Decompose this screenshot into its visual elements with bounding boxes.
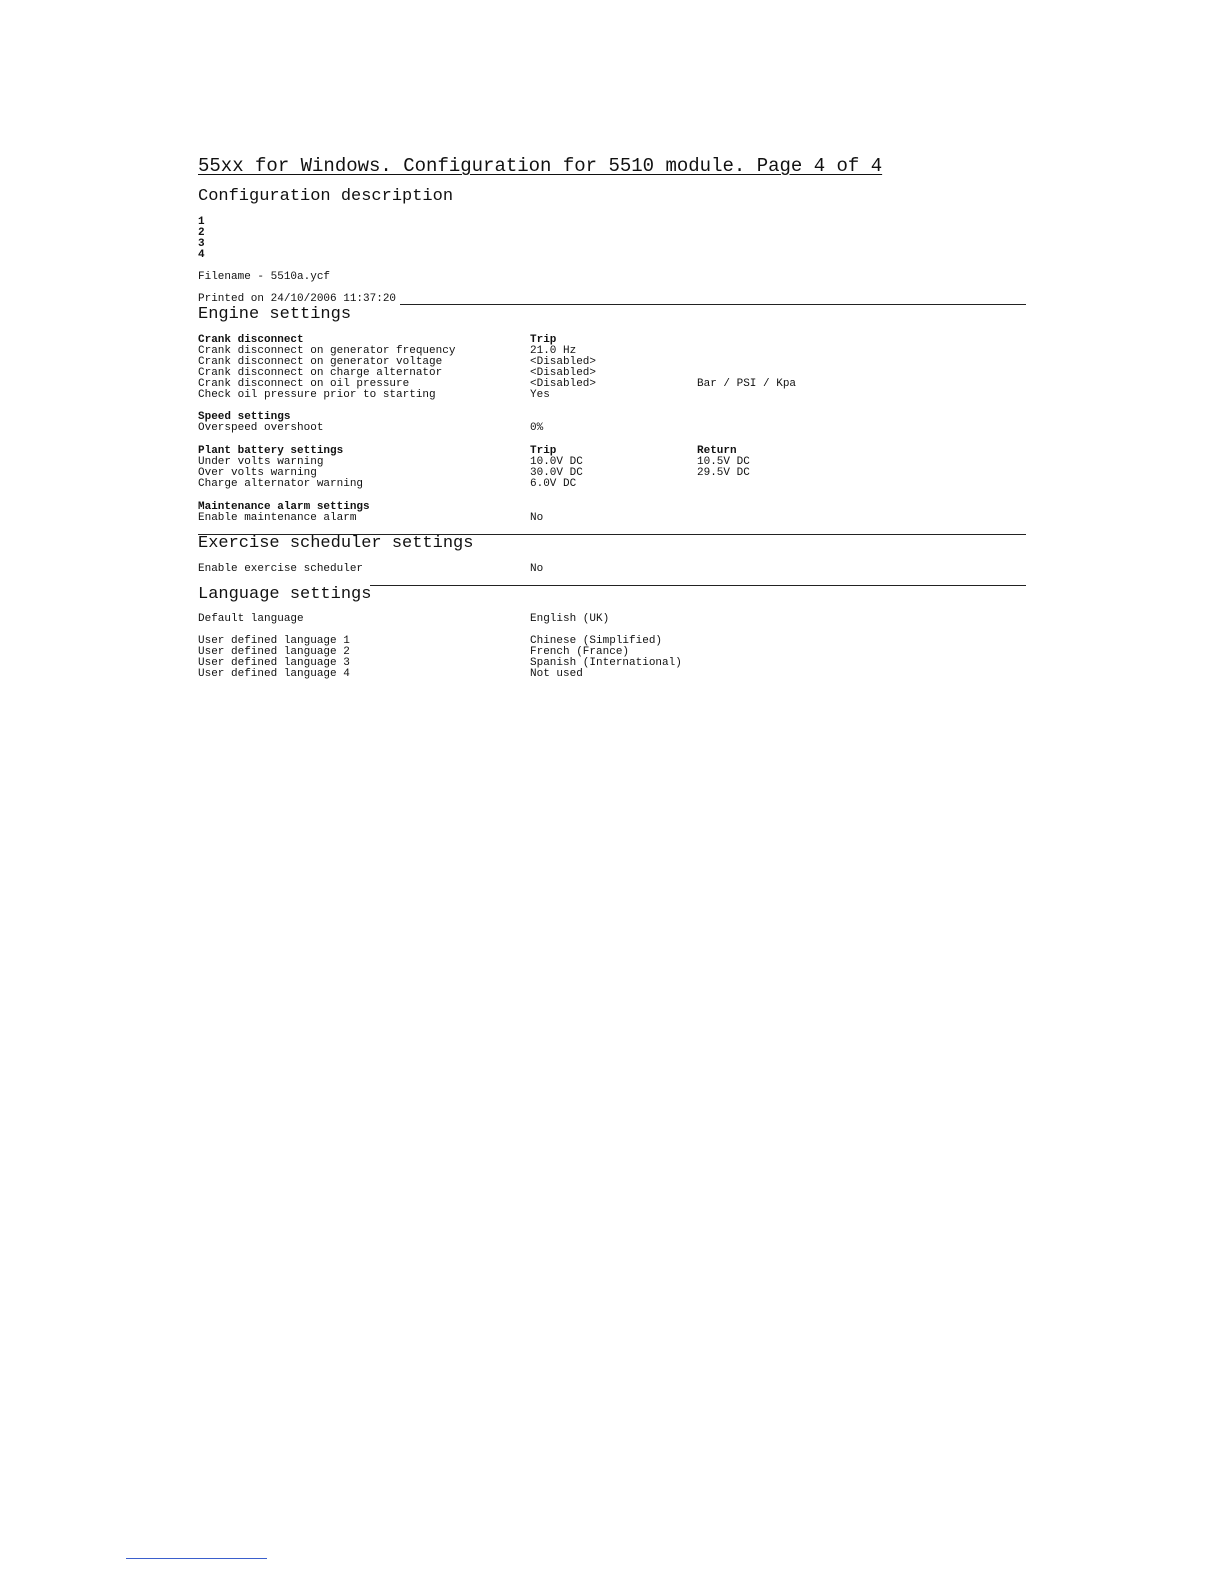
user-language-value: Spanish (International) — [530, 657, 682, 669]
speed-settings-label: Speed settings — [198, 411, 291, 423]
battery-row-return: 29.5V DC — [697, 467, 750, 479]
section-divider — [400, 304, 1026, 305]
speed-row-value: 0% — [530, 422, 544, 434]
user-language-value: Chinese (Simplified) — [530, 635, 663, 647]
engine-settings-heading: Engine settings — [198, 305, 352, 324]
exercise-scheduler-heading: Exercise scheduler settings — [198, 534, 474, 553]
battery-settings-label: Plant battery settings — [198, 445, 344, 457]
maintenance-row-label: Enable maintenance alarm — [198, 512, 357, 524]
default-language-value: English (UK) — [530, 613, 610, 625]
user-language-label: User defined language 2 — [198, 646, 350, 658]
crank-row-label: Crank disconnect on charge alternator — [198, 367, 443, 379]
description-line-4: 4 — [198, 249, 205, 261]
crank-row-label: Crank disconnect on oil pressure — [198, 378, 410, 390]
language-settings-heading: Language settings — [198, 585, 372, 604]
speed-row-label: Overspeed overshoot — [198, 422, 324, 434]
user-language-value: French (France) — [530, 646, 630, 658]
user-language-label: User defined language 1 — [198, 635, 350, 647]
footnote-separator — [126, 1558, 267, 1559]
crank-row-label: Check oil pressure prior to starting — [198, 389, 436, 401]
crank-row-label: Crank disconnect on generator voltage — [198, 356, 443, 368]
printed-date-text: Printed on 24/10/2006 11:37:20 — [198, 293, 397, 305]
battery-row-label: Charge alternator warning — [198, 478, 364, 490]
crank-row-value: Yes — [530, 389, 550, 401]
crank-trip-header: Trip — [530, 334, 557, 346]
crank-row-value: <Disabled> — [530, 367, 597, 379]
section-divider — [370, 585, 1026, 586]
user-language-label: User defined language 3 — [198, 657, 350, 669]
battery-row-trip: 6.0V DC — [530, 478, 577, 490]
battery-trip-header: Trip — [530, 445, 557, 457]
user-language-value: Not used — [530, 668, 583, 680]
crank-row-value: 21.0 Hz — [530, 345, 577, 357]
default-language-label: Default language — [198, 613, 304, 625]
crank-disconnect-label: Crank disconnect — [198, 334, 304, 346]
filename-text: Filename - 5510a.ycf — [198, 271, 331, 283]
crank-row-value: <Disabled> — [530, 378, 597, 390]
battery-row-trip: 30.0V DC — [530, 467, 583, 479]
battery-row-trip: 10.0V DC — [530, 456, 583, 468]
battery-row-label: Over volts warning — [198, 467, 317, 479]
battery-row-label: Under volts warning — [198, 456, 324, 468]
battery-row-return: 10.5V DC — [697, 456, 750, 468]
description-line-3: 3 — [198, 238, 205, 250]
battery-return-header: Return — [697, 445, 737, 457]
maintenance-row-value: No — [530, 512, 544, 524]
exercise-row-label: Enable exercise scheduler — [198, 563, 364, 575]
oil-pressure-units: Bar / PSI / Kpa — [697, 378, 797, 390]
maintenance-alarm-label: Maintenance alarm settings — [198, 501, 370, 513]
config-description-heading: Configuration description — [198, 187, 454, 206]
exercise-row-value: No — [530, 563, 544, 575]
description-line-2: 2 — [198, 227, 205, 239]
crank-row-value: <Disabled> — [530, 356, 597, 368]
user-language-label: User defined language 4 — [198, 668, 350, 680]
crank-row-label: Crank disconnect on generator frequency — [198, 345, 456, 357]
page-title: 55xx for Windows. Configuration for 5510 module. Page 4 of 4 — [198, 155, 883, 177]
description-line-1: 1 — [198, 216, 205, 228]
